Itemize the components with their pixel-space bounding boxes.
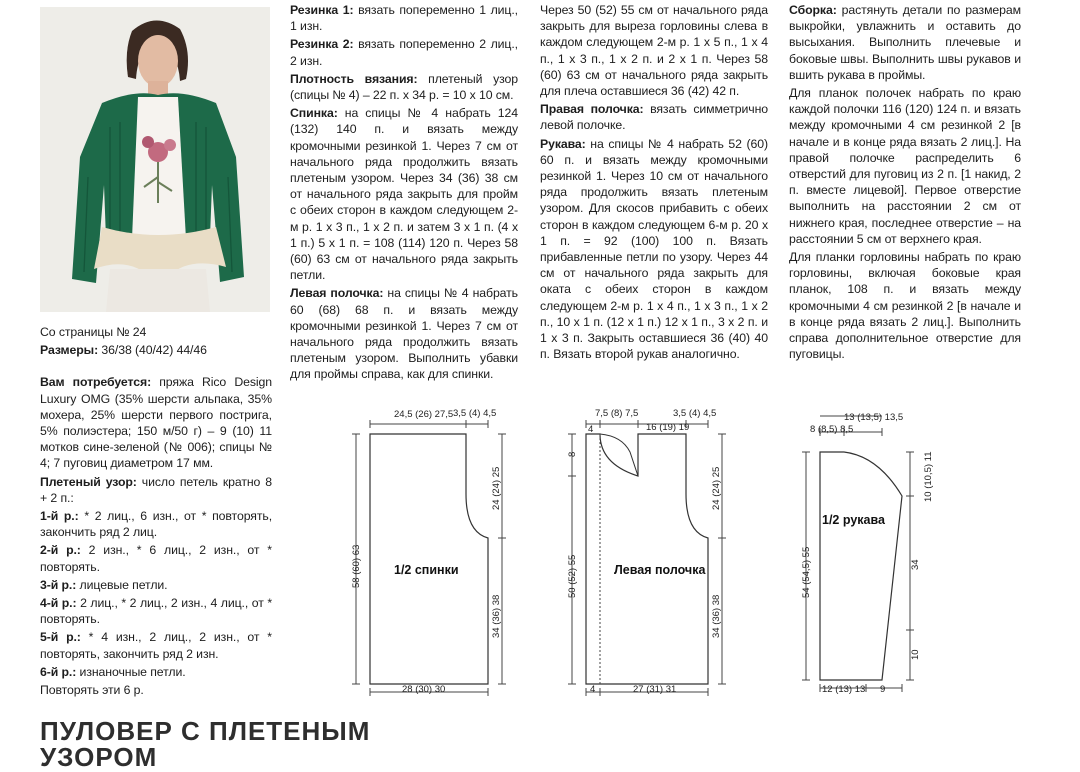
dim-top-left: 8 (8,5) 8,5 — [810, 424, 854, 435]
para-text: плетеный узор (спицы № 4) – 22 п. x 34 р. = 10 x 10 см. — [290, 71, 518, 103]
dim-left-short: 8 — [567, 451, 578, 457]
dim-right-lower: 34 (36) 38 — [711, 594, 722, 638]
para-text: Через 50 (52) 55 см от начального ряда закрыть для выреза горловины слева в каждом следующем 2-м р. 1 x 5 п., 1 x 4 п., 1 x 3 п., 1 x 2 п. и 2 x 1 п. Через 58 (60) 63 см от начального ряда закрыть для плеча оставшиеся 36 (42) 42 п. — [540, 3, 768, 99]
paragraph — [540, 2, 768, 99]
para-text: на спицы № 4 набрать 124 (132) 140 п. и вязать между кромочными резинкой 1. Через 7 см от начального ряда продолжить вязать плетеным узором. Через 34 (36) 38 см от начального ряда закрыть для пройм с обеих сторон в каждом следующем 2-м р. 1 x 3 п., 1 x 2 п. и затем 3 x 1 п. (4 x 1 п.) 5 x 1 п. = 108 (114) 120 п. Через 58 (60) 63 см от начального ряда закрыть петли. — [290, 106, 518, 283]
model-photo — [40, 7, 270, 312]
sleeve-title: 1/2 рукава — [822, 513, 885, 527]
dim-left: 54 (54,5) 55 — [801, 546, 812, 598]
dim-left: 58 (60) 63 — [351, 544, 362, 588]
left-front-schematic — [560, 402, 750, 702]
dim-right-upper: 24 (24) 25 — [491, 466, 502, 510]
paragraph — [540, 101, 768, 133]
column-1 — [40, 324, 272, 700]
para-label: Левая полочка: — [290, 286, 384, 301]
dim-bottom: 28 (30) 30 — [402, 684, 446, 695]
pattern-paragraph — [40, 474, 272, 506]
row-label: 5-й р.: — [40, 630, 81, 645]
para-text: на спицы № 4 набрать 52 (60) 60 п. и вязать между кромочными резинкой 1. Через 10 см от начального ряда продолжить вязать плетеным узором. Для скосов прибавить с обеих сторон в каждом следующем 6-м р. 20 x 1 п. = 92 (100) 100 п. Вязать прибавленные петли по узору. Через 44 см от начального ряда закрыть для оката с обеих сторон в каждом следующем 2-м р. 1 x 4 п., 1 x 3 п., 1 x 2 п., 10 x 1 п. (12 x 1 п.) 12 x 1 п., 3 x 2 п. и 1 x 3 п. Закрыть оставшиеся 36 (40) 40 п. Вязать второй рукав аналогично. — [540, 136, 768, 362]
dim-top-mid: 16 (19) 19 — [646, 422, 690, 433]
source-page: Со страницы № 24 — [40, 325, 147, 339]
paragraph — [789, 85, 1021, 247]
pattern-value: число петель кратно 8 + 2 п.: — [40, 474, 273, 505]
column-3 — [540, 2, 768, 364]
pattern-row — [40, 629, 272, 661]
paragraph — [290, 2, 518, 34]
row-label: 1-й р.: — [40, 509, 79, 524]
para-text: на спицы № 4 набрать 60 (68) 68 п. и вязать между кромочными резинкой 1. Через 7 см от начального ряда продолжить вязать плетеным узором. Выполнить убавки для проймы справа, как для спинки. — [290, 286, 518, 382]
row-text: лицевые петли. — [76, 577, 168, 592]
sleeve-schematic — [790, 402, 950, 702]
para-label: Спинка: — [290, 106, 338, 121]
row-label: 4-й р.: — [40, 596, 77, 611]
para-text: растянуть детали по размерам выкройки, увлажнить и оставить до высыхания. Выполнить плечевые и боковые швы. Выполнить швы рукавов и вшить рукава в проймы. — [789, 3, 1021, 82]
dim-right-mid: 34 — [910, 559, 921, 570]
para-text: вязать попеременно 2 лиц., 2 изн. — [290, 37, 518, 68]
para-label: Рукава: — [540, 136, 586, 151]
pattern-row — [40, 595, 272, 627]
paragraph — [290, 71, 518, 103]
repeat-note: Повторять эти 6 р. — [40, 683, 144, 698]
dim-right-upper: 24 (24) 25 — [711, 466, 722, 510]
paragraph — [290, 285, 518, 382]
para-text: Для планки горловины набрать по краю горловины, включая боковые края планок, 108 п. и вязать между кромочными 4 см резинкой 2 [в начале и в конце ряда вязать 2 лиц.]. Выполнить справа дополнительное отверстие для пуговицы. — [789, 250, 1021, 362]
dim-top-right: 3,5 (4) 4,5 — [673, 408, 717, 419]
row-text: * 2 лиц., 6 изн., от * повторять, закончить ряд 2 лиц. — [40, 509, 273, 540]
para-label: Плотность вязания: — [290, 71, 418, 86]
sizes-line — [40, 342, 272, 358]
column-2 — [290, 2, 518, 385]
dim-right-bottom: 10 — [910, 649, 921, 660]
dim-right-lower: 34 (36) 38 — [491, 594, 502, 638]
dim-top: 13 (13,5) 13,5 — [844, 412, 904, 423]
row-text: изнаночные петли. — [76, 664, 186, 679]
dim-top-left-b: 7,5 (8) 7,5 — [595, 408, 639, 419]
materials-value: пряжа Rico Design Luxury OMG (35% шерсти альпака, 35% мохера, 25% шерсти первого пострига, 5% полиэстера; 150 м/50 г) – 9 (10) 11 мотков сине-зеленой (№ 006); спицы № 4; 7 пуговиц диаметром 17 мм. — [40, 375, 272, 471]
pattern-row — [40, 664, 272, 680]
paragraph — [789, 249, 1021, 362]
paragraph — [789, 2, 1021, 83]
paragraph — [290, 105, 518, 283]
row-label: 2-й р.: — [40, 543, 81, 558]
dim-right-top: 10 (10,5) 11 — [923, 451, 934, 502]
dim-top-right: 3,5 (4) 4,5 — [453, 408, 497, 419]
pattern-row — [40, 542, 272, 574]
para-label: Правая полочка: — [540, 102, 644, 117]
row-label: 3-й р.: — [40, 577, 77, 592]
dim-bottom-left: 4 — [590, 684, 596, 695]
para-label: Резинка 2: — [290, 37, 354, 52]
dim-top: 24,5 (26) 27,5 — [394, 409, 454, 420]
para-label: Резинка 1: — [290, 3, 354, 17]
materials-paragraph — [40, 374, 272, 471]
sizes-value: 36/38 (40/42) 44/46 — [98, 343, 207, 358]
pattern-row — [40, 508, 272, 540]
pattern-label: Плетеный узор: — [40, 474, 137, 489]
para-text: Для планок полочек набрать по краю каждой полочки 116 (120) 124 п. и вязать между кромочными 4 см резинкой 2 [в начале и в конце ряда вязать 2 лиц.]. На правой полочке распределить 6 отверстий для пуговиц из 2 п. [1 накид, 2 п. вместе лицевой]. Первое отверстие выполнить на расстоянии 2 см от нижнего края, последнее отверстие – на расстоянии 5 см от верхнего края. — [789, 86, 1021, 246]
front-title: Левая полочка — [614, 563, 706, 577]
dim-bottom-left: 12 (13) 13 — [822, 684, 866, 695]
back-title: 1/2 спинки — [394, 563, 459, 577]
dim-top-left-a: 4 — [588, 424, 594, 435]
row-text: 2 лиц., * 2 лиц., 2 изн., 4 лиц., от * повторять. — [40, 596, 273, 627]
sizes-label: Размеры: — [40, 343, 99, 358]
back-schematic — [340, 402, 530, 702]
para-text: вязать симметрично левой полочке. — [540, 102, 768, 133]
next-article-heading-text: ПУЛОВЕР С ПЛЕТЕНЫМ УЗОРОМ — [40, 716, 371, 772]
paragraph — [290, 36, 518, 68]
paragraph — [540, 136, 768, 363]
next-article-heading — [40, 716, 440, 772]
materials-label: Вам потребуется: — [40, 375, 152, 390]
para-label: Сборка: — [789, 3, 837, 17]
dim-bottom: 27 (31) 31 — [633, 684, 677, 695]
row-label: 6-й р.: — [40, 664, 77, 679]
pattern-row — [40, 577, 272, 593]
column-4 — [789, 2, 1021, 364]
para-text: вязать попеременно 1 лиц., 1 изн. — [290, 3, 518, 34]
row-text: 2 изн., * 6 лиц., 2 изн., от * повторять. — [40, 543, 272, 574]
row-text: * 4 изн., 2 лиц., 2 изн., от * повторять, закончить ряд 2 изн. — [40, 630, 272, 661]
dim-left: 50 (52) 55 — [567, 554, 578, 598]
dim-bottom-right: 9 — [880, 684, 886, 695]
